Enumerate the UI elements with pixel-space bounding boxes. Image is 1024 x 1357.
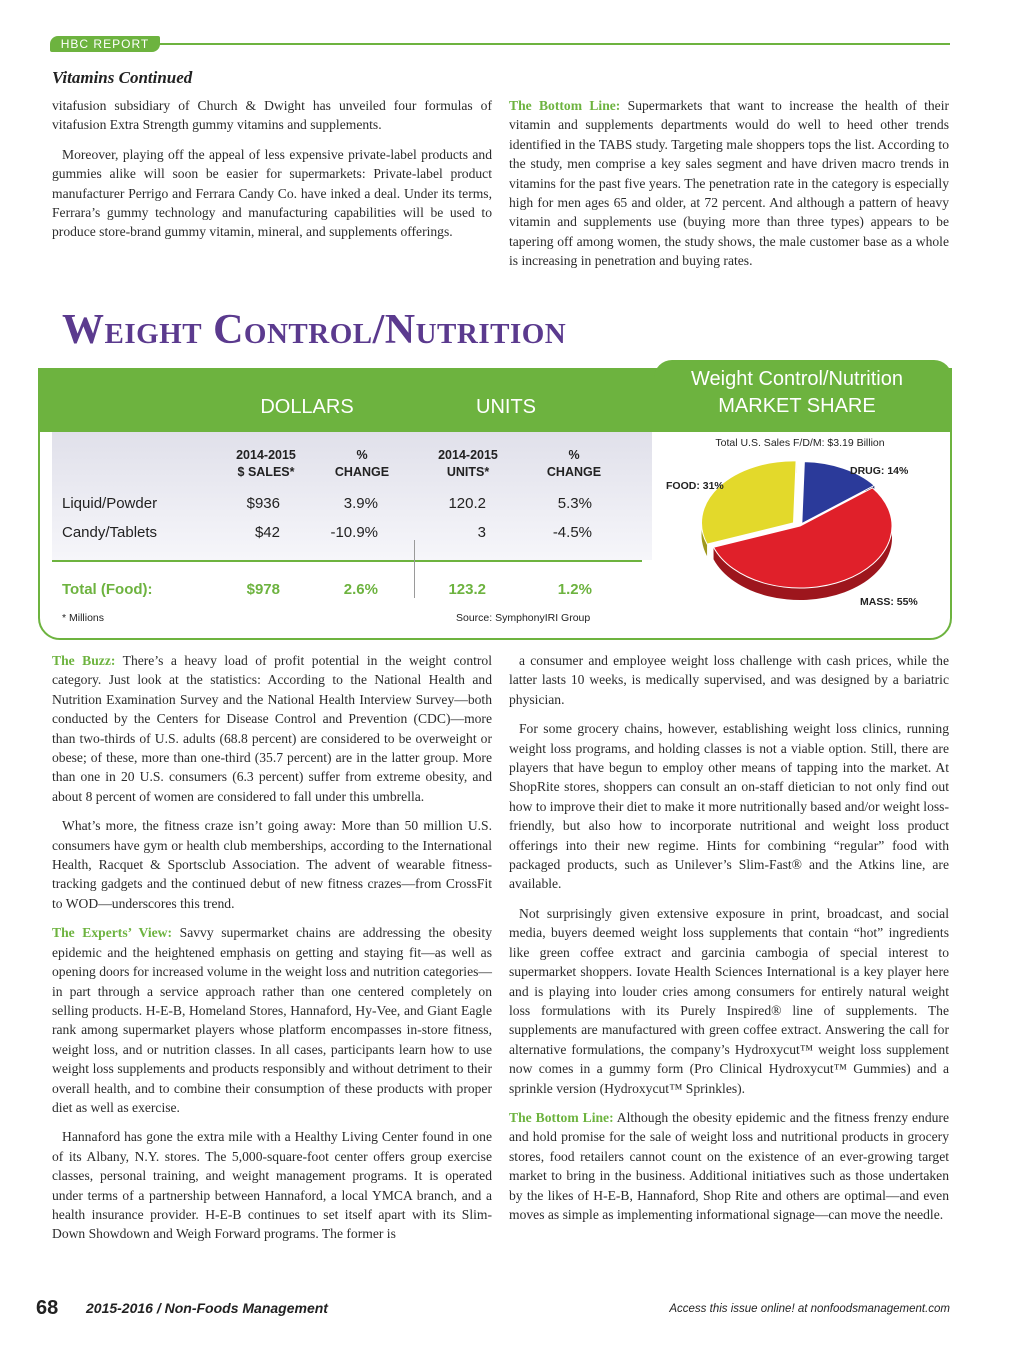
market-share-title: Weight Control/Nutrition [691,368,903,390]
pie-label-food: FOOD: 31% [666,480,724,492]
paragraph-text: a consumer and employee weight loss challenge with cash prices, while the latter lasts 10 weeks, is medically supervised, and was designed by a bariatric physician. [509,653,949,707]
col-header-units: 2014-2015 UNITS* [438,448,498,479]
paragraph-lead: The Buzz: [52,653,116,668]
publication-title: 2015-2016 / Non-Foods Management [86,1300,328,1316]
row-units: 3 [477,524,486,541]
paragraph-text: What’s more, the fitness craze isn’t going away: More than 50 million U.S. consumers have gym or health club memberships, according to the International Health, Racquet & Sportsclub Association. The advent of wearable fitness-tracking gadgets and the continued debut of new fitness crazes—from CrossFit to WOD—underscores this trend. [52,818,492,911]
paragraph-text: Supermarkets that want to increase the health of their vitamin and supplements departments would do well to heed other trends identified in the TABS study. Targeting male shoppers tops the list. According to the study, men comprise a key sales segment and have driven macro trends in vitamins for the past five years. The penetration rate in the category is especially high for men ages 65 and older, at 72 percent. And although a pattern of heavy vitamin and supplements use (buying more than three types) appears to be tapering off among women, the study shows, the male customer base as a whole is increasing in penetration and buying rates. [509,98,949,269]
total-divider [52,560,642,562]
dollars-label: DOLLARS [260,396,354,418]
lower-right-column [509,651,949,1234]
row-name: Candy/Tablets [62,524,158,541]
paragraph-text: Savvy supermarket chains are addressing the obesity epidemic and the heightened emphasis on getting and staying fit—as well as opening doors for increased volume in the weight loss and nutrition categories—in part through a service approach rather than one centered completely on selling products. H-E-B, Homeland Stores, Hannaford, Hy-Vee, and Giant Eagle rank among supermarket players whose platform encompasses in-store fitness, weight loss, and or nutrition classes. In all cases, participants learn how to use weight loss supplements and products responsibly and without detriment to their overall health, and to combine their consumption of these products with proper diet as well as exercise. [52,925,492,1115]
row-sales: $936 [246,495,280,512]
table-note: * Millions [62,612,105,624]
paragraph [509,904,949,1098]
paragraph [509,1108,949,1224]
paragraph-text: Not surprisingly given extensive exposure in print, broadcast, and social media, buyers deemed weight loss supplements that contain “hot” ingredients like green coffee extract and garcinia cambogia of special interest to supermarket shoppers. Iovate Health Sciences International is a key player here and is playing into louder cries among consumers for entirely natural weight loss formulations with its Purely Inspired® line of supplements. The supplements are manufactured with green coffee extract. Answering the call for alternative formulations, the company’s Hydroxycut™ weight loss supplement now comes in a gummy form (Pro Clinical Hydroxycut™ Gummies) and a sprinkle version (Hydroxycut™ Sprinkles). [509,905,949,1096]
total-sales: $978 [246,581,280,598]
total-sales-change: 2.6% [343,581,378,598]
paragraph-lead: The Bottom Line: [509,98,621,113]
row-name: Liquid/Powder [62,495,158,512]
total-units: 123.2 [448,581,486,598]
paragraph-text: There’s a heavy load of profit potential in the weight control category. Just look at the statistics: According to the National Health and Nutrition Examination Survey and the National Health Interview Survey—both conducted by the Centers for Disease Control and Prevention (CDC)—more than two-thirds of U.S. adults (68.8 percent) are considered to be overweight or obese; of these, more than one-third (35.7 percent) are in the latter group. More than one in 20 U.S. consumers (6.3 percent) suffer from extreme obesity, and about 8 percent of women are considered to fall under this umbrella. [52,653,493,804]
col-header-sales: 2014-2015 $ SALES* [236,448,296,479]
row-sales-change: -10.9% [330,524,378,541]
units-label: UNITS [476,396,536,418]
paragraph [52,1127,492,1243]
paragraph [509,651,949,709]
paragraph-text: For some grocery chains, however, establishing weight loss clinics, running weight loss programs, and holding classes is not a viable option. Still, there are players that have begun to employ other means of tapping into the market. At ShopRite stores, shoppers can consult an on-staff dietician to not only find out how to improve their diet to make it more nutritionally based and/or weight loss-friendly, but also how to incorporate nutritional and weight loss product offerings into their new regime. Hints for combining “regular” food with packaged products, such as Unilever’s Slim-Fast® and the Atkins line, are available. [509,721,949,892]
paragraph-text: Hannaford has gone the extra mile with a Healthy Living Center found in one of its Albany, N.Y. stores. The 5,000-square-foot center offers group exercise classes, personal training, and weight management programs. It is operated under terms of a partnership between Hannaford, a local YMCA branch, and a health insurance provider. H-E-B continues to set itself apart with its Slim-Down Showdown and Weigh Forward programs. The former is [52,1129,492,1242]
row-units: 120.2 [448,495,486,512]
row-sales: $42 [254,524,280,541]
page-number: 68 [36,1297,59,1319]
paragraph [509,96,949,271]
row-units-change: -4.5% [552,524,592,541]
col-header-units-change: % CHANGE [546,448,602,479]
row-units-change: 5.3% [557,495,592,512]
top-right-column [509,96,949,281]
section-tag: HBC REPORT [50,36,160,52]
paragraph [52,651,492,806]
header-rule [158,43,950,45]
lower-left-column [52,651,492,1254]
paragraph-text: Although the obesity epidemic and the fitness frenzy endure and hold promise for the sale of weight loss and nutritional products in grocery stores, food retailers cannot count on the existence of an ever-growing target market to bring in the business. Additional initiatives such as those undertaken by the likes of H-E-B, Hannaford, Shop Rite and others are optimal—and even moves as simple as implementing informational signage—can move the needle. [509,1109,949,1222]
pie-label-mass: MASS: 55% [860,596,918,608]
paragraph: vitafusion subsidiary of Church & Dwight has unveiled four formulas of vitafusion Extra Strength gummy vitamins and supplements. [52,98,492,133]
pie-subtitle: Total U.S. Sales F/D/M: $3.19 Billion [715,437,885,449]
top-left-column [52,96,492,252]
section-title: Weight Control/Nutrition [62,307,567,353]
paragraph-lead: The Experts’ View: [52,925,172,941]
col-header-sales-change: % CHANGE [334,448,390,479]
pie-label-drug: DRUG: 14% [850,465,909,477]
market-share-subtitle: MARKET SHARE [718,395,876,417]
paragraph [509,719,949,894]
paragraph [52,923,492,1117]
table-source: Source: SymphonyIRI Group [456,612,591,624]
total-name: Total (Food): [62,581,153,598]
total-units-change: 1.2% [557,581,592,598]
paragraph: Moreover, playing off the appeal of less expensive private-label products and gummies alike will soon be easier for supermarkets: Private-label product manufacturer Perrigo and Ferrara Candy Co. have inked a deal. Under its terms, Ferrara’s gummy technology and manufacturing capabilities will be used to produce store-brand gummy vitamin, mineral, and supplements offerings. [52,146,492,240]
paragraph [52,816,492,913]
online-link[interactable]: Access this issue online! at nonfoodsmanagement.com [669,1303,950,1315]
paragraph-lead: The Bottom Line: [509,1109,614,1125]
row-sales-change: 3.9% [343,495,378,512]
continued-heading: Vitamins Continued [52,68,193,87]
